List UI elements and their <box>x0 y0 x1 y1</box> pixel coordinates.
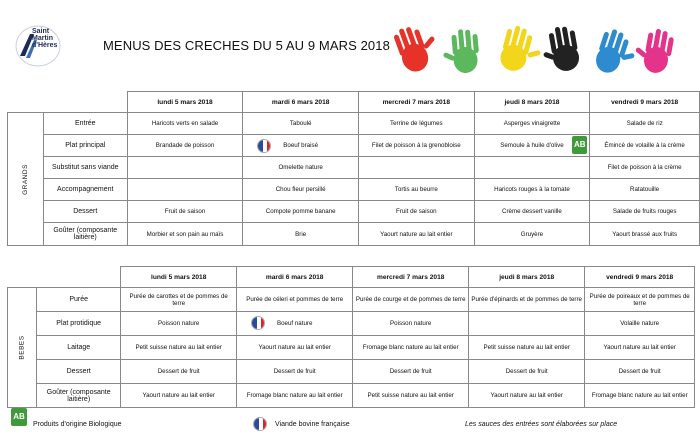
menu-cell-text: Semoule à huile d'olive <box>500 142 564 149</box>
city-logo <box>14 24 70 68</box>
bebes-menu-table <box>7 266 695 408</box>
table-row <box>8 336 695 360</box>
blue-hand-icon <box>593 27 642 78</box>
menu-cell: Dessert de fruit <box>121 360 237 384</box>
menu-cell <box>127 157 243 179</box>
grands-header-row <box>8 92 700 113</box>
menu-cell: Yaourt nature au lait entier <box>358 223 474 246</box>
menu-cell: Poisson nature <box>121 312 237 336</box>
table-row <box>8 288 695 312</box>
row-label: Plat principal <box>43 135 127 157</box>
row-label: Dessert <box>43 201 127 223</box>
row-label: Purée <box>37 288 121 312</box>
page-title: MENUS DES CRECHES DU 5 AU 9 MARS 2018 <box>103 38 390 53</box>
row-label: Goûter (composante laitière) <box>37 384 121 408</box>
menu-cell: Yaourt brassé aux fruits <box>590 223 700 246</box>
header-spacer <box>8 92 128 113</box>
day-header-thursday: jeudi 8 mars 2018 <box>469 267 585 288</box>
row-label: Entrée <box>43 113 127 135</box>
logo-line-2: Martin <box>32 35 53 42</box>
menu-cell: Fromage blanc nature au lait entier <box>353 336 469 360</box>
menu-cell: Omelette nature <box>243 157 359 179</box>
menu-cell: Purée d'épinards et de pommes de terre <box>469 288 585 312</box>
menu-cell: Gruyère <box>474 223 590 246</box>
menu-cell: Yaourt nature au lait entier <box>585 336 695 360</box>
table-row <box>8 201 700 223</box>
menu-cell <box>474 135 590 157</box>
menu-cell: Poisson nature <box>353 312 469 336</box>
legend-organic-text: Produits d'origine Biologique <box>33 421 122 428</box>
menu-cell <box>358 157 474 179</box>
menu-cell: Salade de riz <box>590 113 700 135</box>
menu-cell: Asperges vinaigrette <box>474 113 590 135</box>
menu-cell: Tortis au beurre <box>358 179 474 201</box>
menu-cell: Brie <box>243 223 359 246</box>
menu-cell: Purée de carottes et de pommes de terre <box>121 288 237 312</box>
legend-french-flag-icon <box>253 417 267 431</box>
menu-cell <box>469 312 585 336</box>
day-header-friday: vendredi 9 mars 2018 <box>585 267 695 288</box>
black-hand-icon <box>538 24 581 74</box>
legend-beef-text: Viande bovine française <box>275 421 350 428</box>
table-row <box>8 360 695 384</box>
table-row <box>8 312 695 336</box>
row-label: Dessert <box>37 360 121 384</box>
menu-cell: Purée de poireaux et de pommes de terre <box>585 288 695 312</box>
menu-cell: Brandade de poisson <box>127 135 243 157</box>
menu-cell-text: Boeuf nature <box>276 320 313 327</box>
legend-organic-ab-icon: AB <box>11 408 27 426</box>
day-header-monday: lundi 5 mars 2018 <box>127 92 243 113</box>
menu-cell: Petit suisse nature au lait entier <box>469 336 585 360</box>
table-row <box>8 157 700 179</box>
table-row <box>8 384 695 408</box>
menu-cell: Petit suisse nature au lait entier <box>121 336 237 360</box>
row-label: Substitut sans viande <box>43 157 127 179</box>
menu-cell: Petit suisse nature au lait entier <box>353 384 469 408</box>
bebes-section-label: BEBES <box>8 288 37 408</box>
menu-cell: Filet de poisson à la crème <box>590 157 700 179</box>
yellow-hand-icon <box>498 24 547 77</box>
menu-cell: Fruit de saison <box>127 201 243 223</box>
menu-cell: Yaourt nature au lait entier <box>237 336 353 360</box>
menu-cell: Fromage blanc nature au lait entier <box>237 384 353 408</box>
menu-cell: Yaourt nature au lait entier <box>121 384 237 408</box>
table-row <box>8 135 700 157</box>
menu-cell: Volaille nature <box>585 312 695 336</box>
green-hand-icon <box>440 28 480 75</box>
organic-ab-icon: AB <box>572 136 587 154</box>
menu-cell <box>474 157 590 179</box>
row-label: Accompagnement <box>43 179 127 201</box>
menu-cell: Haricots verts en salade <box>127 113 243 135</box>
menu-cell <box>243 135 359 157</box>
logo-line-1: Saint <box>32 28 50 35</box>
table-row <box>8 179 700 201</box>
day-header-tuesday: mardi 6 mars 2018 <box>237 267 353 288</box>
menu-cell <box>127 179 243 201</box>
day-header-tuesday: mardi 6 mars 2018 <box>243 92 359 113</box>
menu-cell: Haricots rouges à la tomate <box>474 179 590 201</box>
menu-cell: Fruit de saison <box>358 201 474 223</box>
french-flag-icon <box>257 139 271 153</box>
menu-cell: Émincé de volaille à la crème <box>590 135 700 157</box>
menu-cell: Fromage blanc nature au lait entier <box>585 384 695 408</box>
menu-cell: Filet de poisson à la grenobloise <box>358 135 474 157</box>
day-header-monday: lundi 5 mars 2018 <box>121 267 237 288</box>
red-hand-icon <box>392 19 444 75</box>
menu-cell: Yaourt nature au lait entier <box>469 384 585 408</box>
table-row <box>8 223 700 246</box>
menu-cell: Salade de fruits rouges <box>590 201 700 223</box>
menu-cell-text: Boeuf braisé <box>283 142 319 149</box>
pink-hand-icon <box>632 25 676 75</box>
day-header-friday: vendredi 9 mars 2018 <box>590 92 700 113</box>
menu-cell: Compote pomme banane <box>243 201 359 223</box>
row-label: Plat protidique <box>37 312 121 336</box>
logo-text <box>32 28 57 49</box>
menu-cell: Dessert de fruit <box>237 360 353 384</box>
day-header-wednesday: mercredi 7 mars 2018 <box>358 92 474 113</box>
bebes-header-row <box>8 267 695 288</box>
menu-cell: Dessert de fruit <box>469 360 585 384</box>
menu-cell: Crème dessert vanille <box>474 201 590 223</box>
grands-section-label: GRANDS <box>8 113 44 246</box>
day-header-thursday: jeudi 8 mars 2018 <box>474 92 590 113</box>
menu-cell: Taboulé <box>243 113 359 135</box>
logo-line-3: d'Hères <box>32 42 58 49</box>
row-label: Laitage <box>37 336 121 360</box>
legend-sauces-note: Les sauces des entrées sont élaborées sur place <box>465 421 618 428</box>
header-spacer <box>8 267 121 288</box>
menu-cell: Chou fleur persillé <box>243 179 359 201</box>
menu-cell: Purée de courge et de pommes de terre <box>353 288 469 312</box>
colored-hands-illustration <box>383 18 688 78</box>
menu-cell: Dessert de fruit <box>585 360 695 384</box>
menu-cell: Dessert de fruit <box>353 360 469 384</box>
menu-cell <box>237 312 353 336</box>
menu-cell: Ratatouille <box>590 179 700 201</box>
menu-cell: Morbier et son pain au maïs <box>127 223 243 246</box>
menu-cell: Terrine de légumes <box>358 113 474 135</box>
french-flag-icon <box>251 316 265 330</box>
grands-menu-table <box>7 91 700 246</box>
menu-cell: Purée de céleri et pommes de terre <box>237 288 353 312</box>
row-label: Goûter (composante laitière) <box>43 223 127 246</box>
day-header-wednesday: mercredi 7 mars 2018 <box>353 267 469 288</box>
table-row <box>8 113 700 135</box>
